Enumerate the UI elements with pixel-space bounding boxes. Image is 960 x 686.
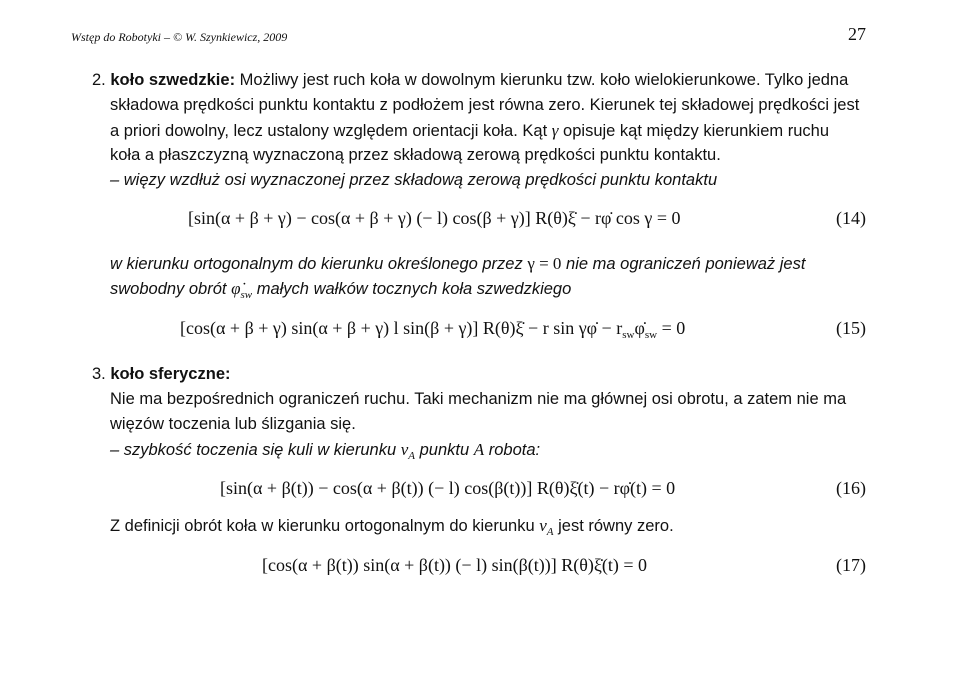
gamma-symbol: γ bbox=[551, 121, 559, 140]
section-2-paragraph bbox=[92, 68, 877, 193]
section-3-heading bbox=[92, 362, 877, 387]
after-eq14-line-2-a: swobodny obrót bbox=[110, 280, 227, 298]
section-2-line-1 bbox=[92, 68, 877, 93]
equation-15: [cos(α + β + γ) sin(α + β + γ) l sin(β + γ)] R(θ)ξ̇ − r sin γφ̇ − $r_{sw}\varphi̇_{sw} = 0$ bbox=[180, 318, 686, 341]
section-3-line-1: Nie ma bezpośrednich ograniczeń ruchu. Taki mechanizm nie ma głównej osi obrotu, a zatem nie ma bbox=[110, 390, 847, 408]
after-eq14-paragraph bbox=[92, 251, 877, 301]
v-a-symbol: $v_A$ bbox=[400, 440, 415, 462]
section-3-title: koło sferyczne: bbox=[110, 365, 231, 383]
section-2-number: 2. bbox=[92, 71, 106, 89]
section-2-line-3 bbox=[92, 118, 877, 143]
section-2-line-3-text: a priori dowolny, lecz ustalony względem orientacji koła. Kąt bbox=[110, 122, 548, 140]
equation-17-number: (17) bbox=[836, 555, 866, 575]
equation-15-number: (15) bbox=[836, 318, 866, 338]
section-3-paragraph bbox=[92, 362, 877, 462]
equation-16: [sin(α + β(t)) − cos(α + β(t)) (− l) cos(β(t))] R(θ)ξ̇(t) − rφ̇(t) = 0 bbox=[220, 478, 676, 498]
section-2-title: koło szwedzkie: bbox=[110, 71, 236, 89]
equation-16-number: (16) bbox=[836, 478, 866, 498]
after-eq14-line-2-b: małych wałków tocznych koła szwedzkiego bbox=[256, 280, 572, 298]
equation-17: [cos(α + β(t)) sin(α + β(t)) (− l) sin(β(t))] R(θ)ξ̇(t) = 0 bbox=[262, 555, 647, 575]
v-a-symbol-2: $v_A$ bbox=[539, 516, 554, 538]
section-3-number: 3. bbox=[92, 365, 106, 383]
section-2-text: Możliwy jest ruch koła w dowolnym kierunku tzw. koło wielokierunkowe. Tylko jedna bbox=[239, 71, 849, 89]
section-2-line-3-rest: opisuje kąt między kierunkiem ruchu bbox=[563, 122, 829, 140]
page-number: 27 bbox=[848, 24, 866, 44]
equation-14: [sin(α + β + γ) − cos(α + β + γ) (− l) cos(β + γ)] R(θ)ξ̇ − rφ̇ cos γ = 0 bbox=[188, 208, 681, 228]
running-header: Wstęp do Robotyki – © W. Szynkiewicz, 2009 bbox=[71, 30, 288, 44]
after-eq14-text-a: w kierunku ortogonalnym do kierunku określonego przez bbox=[110, 255, 523, 273]
equation-14-number: (14) bbox=[836, 208, 866, 228]
z-definition-paragraph bbox=[92, 513, 877, 538]
section-3-line-2: więzów toczenia lub ślizgania się. bbox=[110, 415, 356, 433]
after-eq14-line-2 bbox=[92, 276, 877, 301]
z-definition-line: Z definicji obrót koła w kierunku ortogonalnym do kierunku $v_A$ jest równy zero. bbox=[110, 516, 674, 538]
constraint-intro: – więzy wzdłuż osi wyznaczonej przez składową zerową prędkości punktu kontaktu bbox=[110, 171, 718, 189]
after-eq14-line-1 bbox=[92, 251, 877, 276]
gamma-zero-math: γ = 0 bbox=[527, 254, 562, 273]
section-2-line-4: koła a płaszczyzną wyznaczoną przez składową zerową prędkości punktu kontaktu. bbox=[110, 146, 721, 164]
speed-intro: – szybkość toczenia się kuli w kierunku $v_A$ punktu A robota: bbox=[110, 440, 541, 462]
phi-sw-symbol: $\varphi̇_{sw}$ bbox=[231, 279, 253, 301]
section-2-line-2: składowa prędkości punktu kontaktu z podłożem jest równa zero. Kierunek tej składowej prędkości jest bbox=[110, 96, 860, 114]
point-a-symbol: A bbox=[473, 440, 485, 459]
after-eq14-text-b: nie ma ograniczeń ponieważ jest bbox=[566, 255, 806, 273]
